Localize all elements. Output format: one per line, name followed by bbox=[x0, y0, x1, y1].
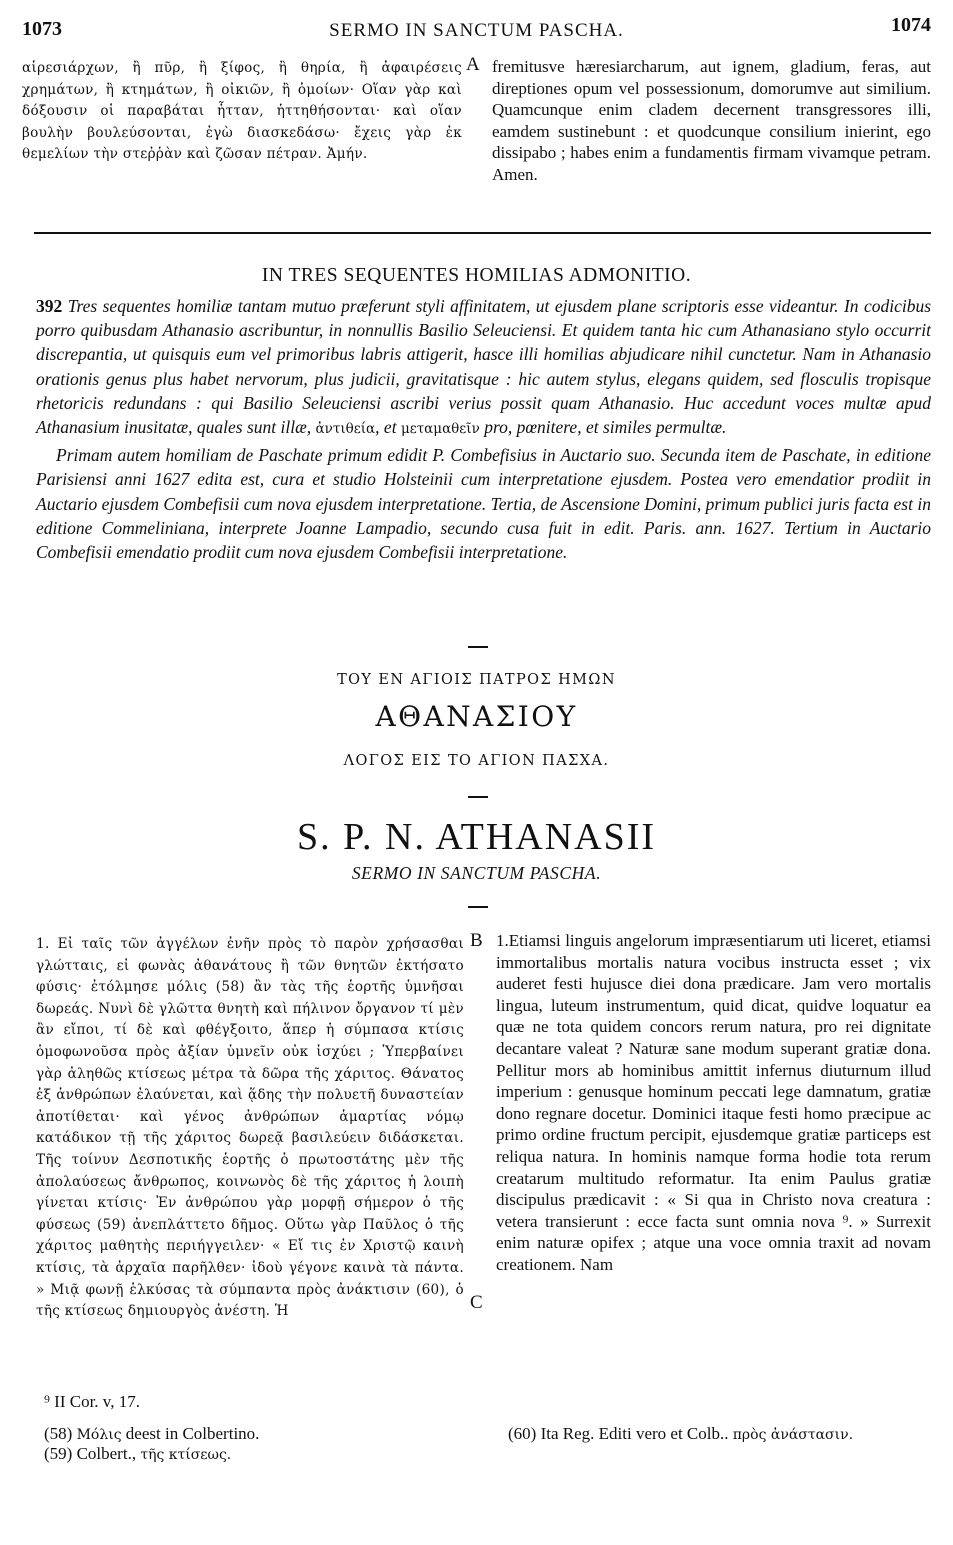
footnote-58 bbox=[44, 1424, 259, 1446]
admonitio-body bbox=[36, 294, 931, 564]
separator-dash-3 bbox=[468, 906, 488, 908]
margin-mark-a: A bbox=[466, 54, 480, 75]
main-greek-column: 1. Εἰ ταῖς τῶν ἀγγέλων ἐνῆν πρὸς τὸ παρὸν χρήσασθαι γλώτταις, εἰ φωνὰς ἀθανάτους ἢ τῶν θνητῶν ἐκτήσατο φύσις· ἐτόλμησε μόλις (58) ἂν τὰς τῆς ἑορτῆς ὑμνῆσαι δωρεάς. Νυνὶ δὲ γλῶττα θνητὴ καὶ πήλινον ὄργανον τί μὲν ἂν εἴποι, τί δὲ καὶ φθέγξοιτο, ἅπερ ἡ σύμπασα κτίσις ὁμοφωνοῦσα πρὸς ἀξίαν ὑμνεῖν οὐκ ἰσχύει ; Ὑπερβαίνει γὰρ ἀληθῶς κτίσεως μέτρα τὰ δῶρα τῆς χάριτος. Θάνατος ἐξ ἀνθρώπων ἐλαύνεται, καὶ ᾅδης τὴν πολυετῆ δυναστείαν ἀποτίθεται· καὶ γένος ἀνθρώπων ἁμαρτίας νόμῳ κατάδικον τῇ τῆς χάριτος δωρεᾷ βασιλεύειν διδάσκεται. Τῆς τοίνυν Δεσποτικῆς ἑορτῆς ὁ πρωτοστάτης μὲν τῆς ἀπολαύσεως ἄνθρωπος, κοινωνὸς δὲ τῆς χάριτος ἡ λοιπὴ γίνεται κτίσις· Ἐν ἀνθρώπου γὰρ μορφῇ σήμερον ὁ τῆς φύσεως (59) ἀνεπλάττετο δῆμος. Οὕτω γὰρ Παῦλος ὁ τῆς χάριτος μαθητὴς περιήγγειλεν· « Εἴ τις ἐν Χριστῷ καινὴ κτίσις, τὰ ἀρχαῖα παρῆλθεν· ἰδοὺ γέγονε καινὰ τὰ πάντα. » Μιᾷ φωνῇ ἑλκύσας τὰ σύμπαντα πρὸς ἀνάκτισιν (60), ὁ τῆς κτίσεως δημιουργὸς ἀνέστη. Ἡ bbox=[36, 936, 464, 1320]
greek-title-line-1: ΤΟΥ ΕΝ ΑΓΙΟΙΣ ΠΑΤΡΟΣ ΗΜΩΝ bbox=[337, 672, 616, 688]
footnote-58-text: deest in Colbertino. bbox=[125, 1424, 260, 1443]
footnote-60-greek: πρὸς ἀνάστασιν. bbox=[732, 1427, 854, 1443]
footnote-59 bbox=[44, 1444, 231, 1466]
greek-word-1: ἀντιθεία bbox=[315, 421, 376, 438]
page-number-right: 1074 bbox=[891, 14, 931, 36]
footnote-58-greek: Μόλις bbox=[76, 1427, 122, 1443]
admonitio-title: IN TRES SEQUENTES HOMILIAS ADMONITIO. bbox=[261, 265, 692, 286]
latin-title-line-2: SERMO IN SANCTUM PASCHA. bbox=[351, 863, 602, 883]
admonitio-paragraph-2: Primam autem homiliam de Paschate primum edidit P. Combefisius in Auctario suo. Secunda item de Paschate, in editione Parisiensi anni 1627 edita est, cura et studio Holsteinii cum interpretatione ejusdem. Postea vero emendatior prodiit in Auctario ejusdem Combefisii cum nova ejusdem interpretatione. Tertia, de Ascensione Domini, primum publici juris facta est in editione Commeliniana, interprete Joanne Lampadio, secundo cusa fuit in edit. Paris. ann. 1627. Tertium in Auctario Combefisii emendatio prodiit cum nova ejusdem Combefisii interpretatione. bbox=[36, 445, 931, 563]
greek-title-line-3: ΛΟΓΟΣ ΕΙΣ ΤΟ ΑΓΙΟΝ ΠΑΣΧΑ. bbox=[343, 753, 610, 769]
footnote-59-text: Colbert., bbox=[76, 1444, 137, 1463]
page-header bbox=[22, 14, 931, 44]
admonitio-connector: , et bbox=[375, 417, 397, 438]
latin-title-line-1: S. P. N. ATHANASII bbox=[296, 816, 657, 858]
main-latin-column: 1.Etiamsi linguis angelorum impræsentiarum uti liceret, etiamsi immortalibus mortalis natura vocibus instructa esset ; vix auderet festi hujusce diei dona prædicare. Jam vero mortalis lingua, luteum instrumentum, quid dicat, quidve loquatur ea quæ ne tota quidem concors rerum natura, pro rei dignitate decantare valeat ? Naturæ sane modum superant gratiæ dona. Pellitur mors ab hominibus amittit infernus diuturnum illud imperium : genusque hominum peccati lege damnatum, gratiæ dono regnare docetur. Dominici itaque festi homo præcipue ac primo ordine fructum percipit, ejusdemque gratiæ particeps est reliqua natura. In hominis namque forma hodie tota rerum creatarum multitudo reformatur. Ita enim Paulus gratiæ discipulus prædicavit : « Si qua in Christo nova creatura : vetera transierunt : ecce facta sunt omnia nova ⁹. » Surrexit enim naturæ opifex ; atque una voce omnia traxit ad novam creationem. Nam bbox=[496, 931, 931, 1274]
page-number-left: 1073 bbox=[22, 18, 62, 40]
footnote-59-number: (59) bbox=[44, 1444, 73, 1463]
top-latin-column: fremitusve hæresiarcharum, aut ignem, gladium, feras, aut direptiones opum vel possessionum, domorumve aut similium. Quamcunque enim cladem decernent transgressores illi, eamdem sustinebunt : et quodcunque consilium inierint, ego dissipabo ; habes enim a fundamentis firmam vivamque petram. Amen. bbox=[492, 57, 931, 184]
scripture-footnote: ⁹ II Cor. v, 17. bbox=[44, 1392, 140, 1411]
separator-dash-1 bbox=[468, 646, 488, 648]
column-number: 392 bbox=[36, 296, 63, 316]
footnote-59-greek: τῆς κτίσεως. bbox=[140, 1447, 232, 1463]
footnote-60 bbox=[508, 1424, 853, 1446]
margin-mark-b: B bbox=[470, 930, 483, 951]
running-title: SERMO IN SANCTUM PASCHA. bbox=[329, 20, 624, 41]
footnote-60-text: (60) Ita Reg. Editi vero et Colb.. bbox=[508, 1424, 729, 1443]
greek-word-2: μεταμαθεῖν bbox=[400, 421, 480, 438]
admonitio-text-1a: Tres sequentes homiliæ tantam mutuo præferunt styli affinitatem, ut ejusdem plane scriptoris esse videantur. In codicibus porro quibusdam Athanasio ascribuntur, in nonnullis Basilio Seleuciensi. Et quidem tanta hic cum Athanasiano stylo occurrit discrepantia, ut quisquis eum vel primoribus labris attigerit, hasce illi homilias abjudicare nihil cunctetur. Nam in Athanasio orationis genus plus habet nervorum, plus judicii, gravitatisque : hic autem stylus, elegans quidem, sed flosculis tropisque rhetoricis redundans : qui Basilio Seleuciensi ascribi verius possit quam Athanasio. Huc accedunt voces multæ apud Athanasium inusitatæ, quales sunt illæ, bbox=[36, 296, 932, 438]
admonitio-paragraph-1 bbox=[36, 294, 931, 441]
section-rule bbox=[34, 232, 931, 234]
footnote-58-number: (58) bbox=[44, 1424, 73, 1443]
margin-mark-c: C bbox=[470, 1292, 483, 1313]
admonitio-text-1b: pro, pœnitere, et similes permultæ. bbox=[484, 417, 727, 438]
greek-title-line-2: ΑΘΑΝΑΣΙΟΥ bbox=[375, 700, 578, 733]
top-greek-column: αἱρεσιάρχων, ἢ πῦρ, ἢ ξίφος, ἢ θηρία, ἢ ἀφαιρέσεις χρημάτων, ἢ κτημάτων, ἢ οἰκιῶν, ἢ ὁμοίων· Οἵαν γὰρ καὶ δόξουσιν οἱ παραβάται ἧτταν, ἡττηθήσονται· καὶ οἵαν βουλὴν βουλεύσονται, ἐγὼ διασκεδάσω· ἔχεις γὰρ ἐκ θεμελίων τὴν στεῤῥὰν καὶ ζῶσαν πέτραν. Ἀμήν. bbox=[22, 60, 462, 163]
separator-dash-2 bbox=[468, 796, 488, 798]
